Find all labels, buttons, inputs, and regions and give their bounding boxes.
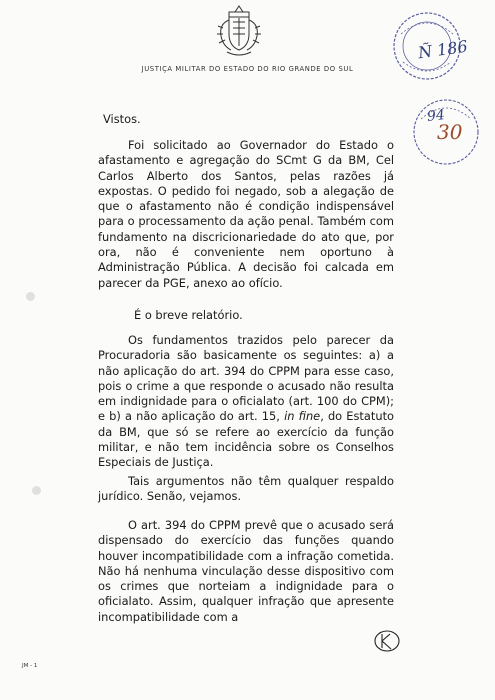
paragraph-article-394 bbox=[98, 518, 394, 625]
handwritten-initials-signature bbox=[372, 628, 402, 654]
grounds-text-part2: , do Estatuto da BM, que só se refere ao exercício da função militar, e não tem incidência sobre os Conselhos Especiais de Justiça. bbox=[98, 409, 394, 470]
paragraph-article-394-text: O art. 394 do CPPM prevê que o acusado será dispensado do exercício das funções quando houver incompatibilidade com a infração cometida. Não há nenhuma vinculação desse dispositivo com os crimes que norteiam a indignidade para o oficialato. Assim, qualquer infração que apresente incompatibilidade com a bbox=[98, 518, 394, 624]
paragraph-grounds bbox=[98, 333, 394, 471]
paragraph-request-text: Foi solicitado ao Governador do Estado o afastamento e agregação do SCmt G da BM, Cel Carlos Alberto dos Santos, pelas razões já expostas. O pedido foi negado, sob a alegação de que o afastamento não é condição indispensável para o processamento da ação penal. Também com fundamento na discricionariedade do ato que, por ora, não é conveniente nem oportuno à Administração Pública. A decisão foi calcada em parecer da PGE, anexo ao ofício. bbox=[98, 138, 394, 290]
paragraph-grounds-text bbox=[98, 333, 394, 471]
coat-of-arms-emblem bbox=[215, 2, 263, 60]
paragraph-rebuttal-text: Tais argumentos não têm qualquer respaldo jurídico. Senão, vejamos. bbox=[98, 474, 394, 504]
punch-hole-mark bbox=[32, 486, 41, 495]
paragraph-rebuttal bbox=[98, 474, 394, 505]
vistos-heading: Vistos. bbox=[103, 112, 141, 126]
punch-hole-mark bbox=[26, 292, 35, 301]
side-folio-mark: 30 bbox=[437, 120, 463, 144]
institution-header: JUSTIÇA MILITAR DO ESTADO DO RIO GRANDE DO SUL bbox=[141, 65, 354, 73]
side-folio-number: 94 bbox=[426, 107, 446, 125]
folio-value: 186 bbox=[435, 36, 469, 60]
form-code: JM - 1 bbox=[22, 663, 38, 669]
grounds-italic-term: in fine bbox=[284, 409, 321, 424]
folio-mark: Ñ bbox=[416, 41, 434, 63]
paragraph-request bbox=[98, 138, 394, 291]
grounds-text-part1: Os fundamentos trazidos pelo parecer da Procuradoria são basicamente os seguintes: a) a não aplicação do art. 394 do CPPM para esse caso, pois o crime a que responde o acusado não resulta em indignidade para o oficialato (art. 100 do CPM); e b) a não aplicação do art. 15, bbox=[98, 333, 394, 424]
brief-report-line: É o breve relatório. bbox=[134, 308, 243, 322]
